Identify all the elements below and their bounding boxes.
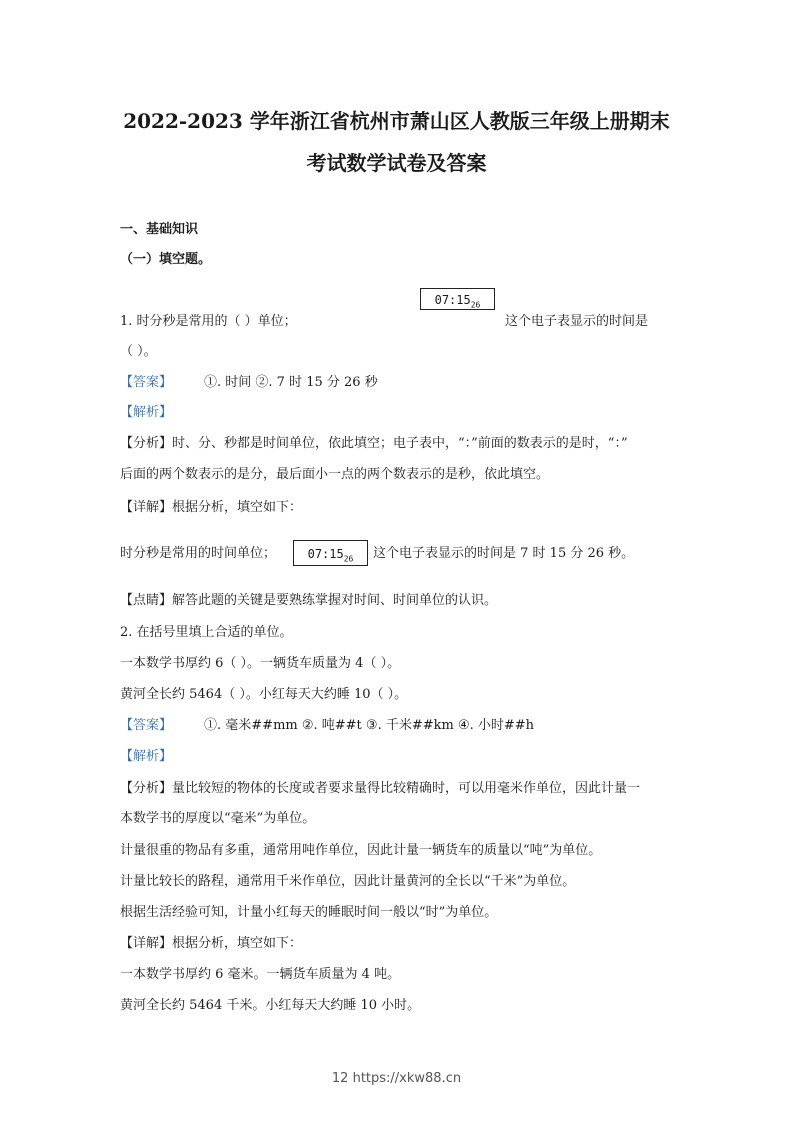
document-title-line2: 考试数学试卷及答案: [306, 151, 487, 175]
q2-fenxi-line2: 本数学书的厚度以“毫米”为单位。: [120, 811, 316, 826]
q1-text-line2: （ ）。: [120, 344, 157, 359]
q2-line1: 一本数学书厚约 6（ ）。一辆货车质量为 4（ ）。: [120, 656, 401, 671]
q2-para4: 根据生活经验可知，计量小红每天的睡眠时间一般以“时”为单位。: [120, 905, 498, 920]
clock-seconds: 26: [343, 554, 354, 564]
q2-detail2: 黄河全长约 5464 千米。小红每天大约睡 10 小时。: [120, 998, 421, 1013]
q1-detail-part1: 时分秒是常用的时间单位；: [120, 546, 277, 561]
section-heading: 一、基础知识: [120, 222, 199, 237]
q2-detail1: 一本数学书厚约 6 毫米。一辆货车质量为 4 吨。: [120, 967, 401, 982]
q2-stem: 2. 在括号里填上合适的单位。: [120, 625, 293, 640]
q2-xiangjie: 【详解】根据分析，填空如下：: [120, 936, 303, 951]
digital-clock-image-2: [293, 540, 368, 566]
q2-fenxi-line1: 【分析】量比较短的物体的长度或者要求量得比较精确时，可以用毫米作单位，因此计量一: [120, 781, 641, 796]
page-number: 12: [331, 1071, 349, 1086]
q2-para3: 计量比较长的路程，通常用千米作单位，因此计量黄河的全长以“千米”为单位。: [120, 874, 576, 889]
digital-clock-image: [420, 288, 495, 310]
q1-dianjing: 【点睛】解答此题的关键是要熟练掌握对时间、时间单位的认识。: [120, 593, 498, 608]
q2-analysis-tag: 【解析】: [120, 749, 173, 764]
site-url[interactable]: https://xkw88.cn: [352, 1071, 462, 1086]
section-subheading: （一）填空题。: [120, 252, 212, 267]
q1-text-part2: 这个电子表显示的时间是: [505, 314, 649, 329]
answer-text: ①. 时间 ②. 7 时 15 分 26 秒: [204, 375, 378, 390]
answer-tag: 【答案】: [120, 375, 173, 390]
q1-answer: [120, 374, 378, 392]
clock-seconds: 26: [470, 300, 481, 310]
q1-detail-part2: 这个电子表显示的时间是 7 时 15 分 26 秒。: [373, 546, 635, 561]
q1-fenxi-line1: 【分析】时、分、秒都是时间单位，依此填空；电子表中，“：”前面的数表示的是时，“：”: [120, 436, 628, 451]
q1-xiangjie: 【详解】根据分析，填空如下：: [120, 500, 303, 515]
q2-line2: 黄河全长约 5464（ ）。小红每天大约睡 10（ ）。: [120, 687, 408, 702]
q2-para2: 计量很重的物品有多重，通常用吨作单位，因此计量一辆货车的质量以“吨”为单位。: [120, 843, 602, 858]
page-footer: [0, 1071, 793, 1086]
clock-main: 07:15: [307, 547, 344, 561]
q1-analysis-tag: 【解析】: [120, 405, 173, 420]
answer-tag: 【答案】: [120, 718, 173, 733]
q2-answer: [120, 717, 534, 735]
q1-fenxi-line2: 后面的两个数表示的是分，最后面小一点的两个数表示的是秒，依此填空。: [120, 467, 550, 482]
document-title-line1: 2022-2023 学年浙江省杭州市萧山区人教版三年级上册期末: [123, 109, 670, 133]
q1-text-part1: 1. 时分秒是常用的（ ）单位；: [120, 314, 297, 329]
clock-main: 07:15: [434, 293, 471, 307]
answer-text: ①. 毫米##mm ②. 吨##t ③. 千米##km ④. 小时##h: [204, 718, 535, 733]
